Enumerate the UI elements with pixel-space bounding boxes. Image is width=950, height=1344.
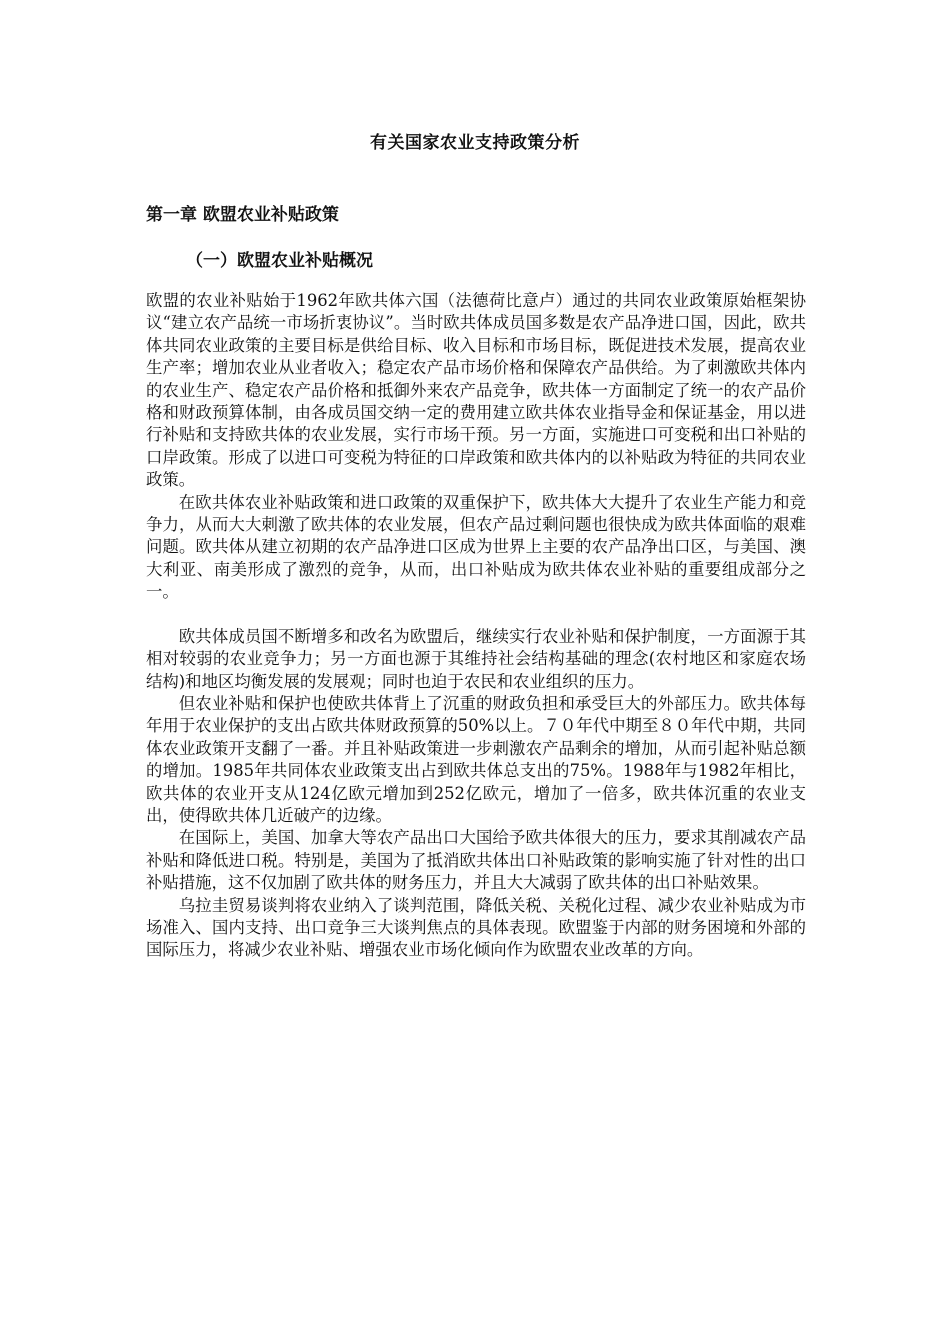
paragraph: 乌拉圭贸易谈判将农业纳入了谈判范围，降低关税、关税化过程、减少农业补贴成为市场准入、国内支持、出口竞争三大谈判焦点的具体表现。欧盟鉴于内部的财务困境和外部的国际压力，将减少农业补贴、增强农业市场化倾向作为欧盟农业改革的方向。 — [146, 895, 806, 960]
section-heading: （一）欧盟农业补贴概况 — [186, 251, 373, 271]
paragraph: 但农业补贴和保护也使欧共体背上了沉重的财政负担和承受巨大的外部压力。欧共体每年用于农业保护的支出占欧共体财政预算的50%以上。７０年代中期至８０年代中期，共同体农业政策开支翻了一番。并且补贴政策进一步刺激农产品剩余的增加，从而引起补贴总额的增加。1985年共同体农业政策支出占到欧共体总支出的75%。1988年与1982年相比，欧共体的农业开支从124亿欧元增加到252亿欧元，增加了一倍多，欧共体沉重的农业支出，使得欧共体几近破产的边缘。 — [146, 693, 806, 825]
paragraph: 欧盟的农业补贴始于1962年欧共体六国（法德荷比意卢）通过的共同农业政策原始框架协议“建立农产品统一市场折衷协议”。当时欧共体成员国多数是农产品净进口国，因此，欧共体共同农业政策的主要目标是供给目标、收入目标和市场目标，既促进技术发展，提高农业生产率；增加农业从业者收入；稳定农产品市场价格和保障农产品供给。为了刺激欧共体内的农业生产、稳定农产品价格和抵御外来农产品竞争，欧共体一方面制定了统一的农产品价格和财政预算体制，由各成员国交纳一定的费用建立欧共体农业指导金和保证基金，用以进行补贴和支持欧共体的农业发展，实行市场干预。另一方面，实施进口可变税和出口补贴的口岸政策。形成了以进口可变税为特征的口岸政策和欧共体内的以补贴政为特征的共同农业政策。 — [146, 291, 806, 490]
paragraph: 在国际上，美国、加拿大等农产品出口大国给予欧共体很大的压力，要求其削减农产品补贴和降低进口税。特别是，美国为了抵消欧共体出口补贴政策的影响实施了针对性的出口补贴措施，这不仅加剧了欧共体的财务压力，并且大大减弱了欧共体的出口补贴效果。 — [146, 828, 806, 893]
document-title: 有关国家农业支持政策分析 — [370, 133, 580, 153]
paragraph: 欧共体成员国不断增多和改名为欧盟后，继续实行农业补贴和保护制度，一方面源于其相对较弱的农业竞争力；另一方面也源于其维持社会结构基础的理念(农村地区和家庭农场结构)和地区均衡发展的发展观；同时也迫于农民和农业组织的压力。 — [146, 626, 806, 691]
paragraph-spacer — [146, 604, 806, 626]
chapter-heading: 第一章 欧盟农业补贴政策 — [146, 205, 339, 225]
document-body — [146, 290, 806, 962]
paragraph: 在欧共体农业补贴政策和进口政策的双重保护下，欧共体大大提升了农业生产能力和竞争力，从而大大刺激了欧共体的农业发展，但农产品过剩问题也很快成为欧共体面临的艰难问题。欧共体从建立初期的农产品净进口区成为世界上主要的农产品净出口区，与美国、澳大利亚、南美形成了激烈的竞争，从而，出口补贴成为欧共体农业补贴的重要组成部分之一。 — [146, 492, 806, 602]
